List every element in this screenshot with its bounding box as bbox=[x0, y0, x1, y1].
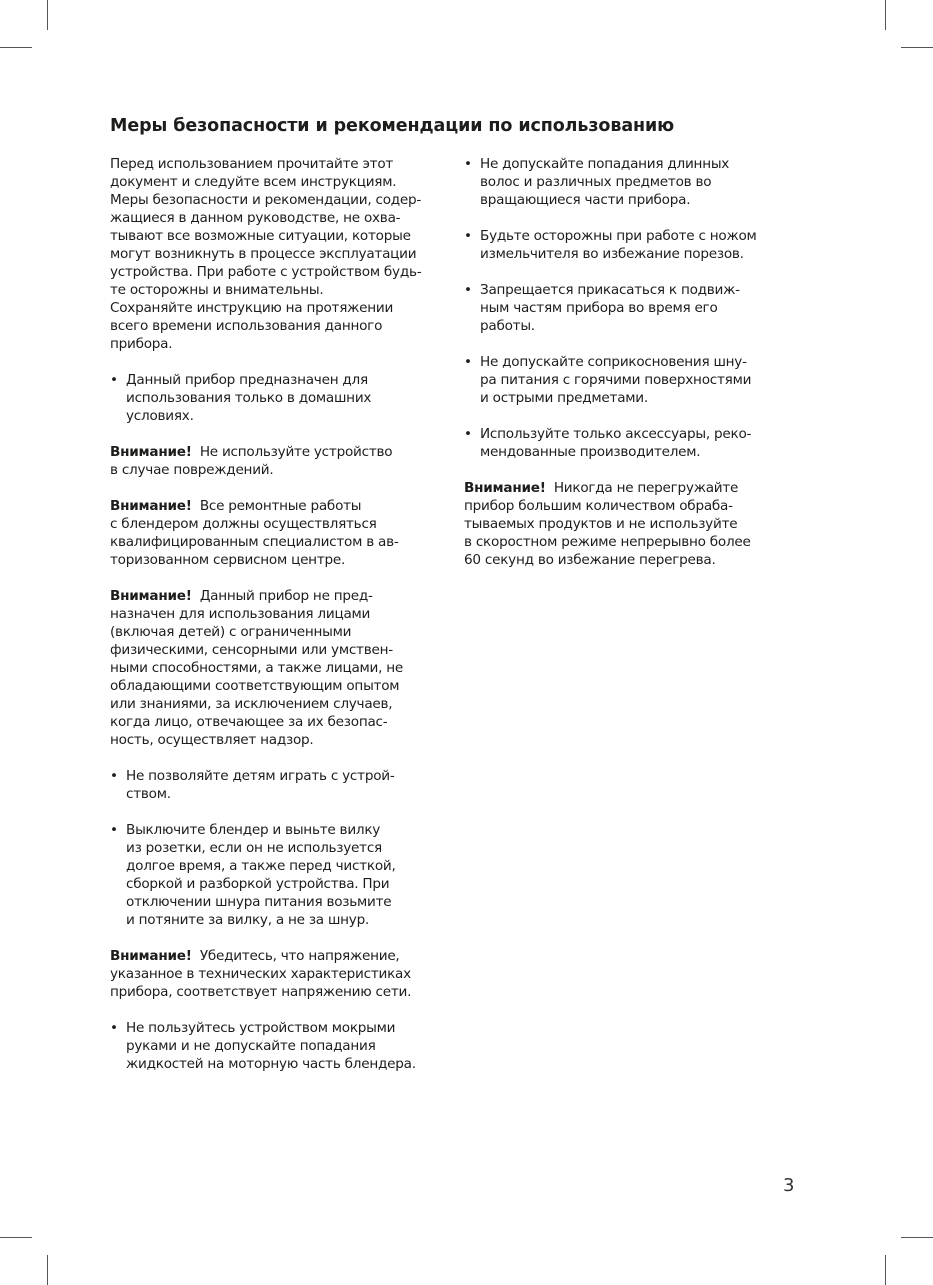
warning-label: Внимание! bbox=[110, 948, 192, 964]
text-line: Не допускайте попадания длинных bbox=[480, 156, 730, 172]
text-line: руками и не допускайте попадания bbox=[126, 1038, 376, 1054]
bullet-icon: • bbox=[110, 1020, 118, 1036]
text-line: Не пользуйтесь устройством мокрыми bbox=[126, 1020, 396, 1036]
text-line: сборкой и разборкой устройства. При bbox=[126, 876, 390, 892]
text-line: Меры безопасности и рекомендации, содер- bbox=[110, 192, 422, 208]
warning-damaged-device bbox=[110, 443, 450, 479]
bullet-icon: • bbox=[110, 822, 118, 838]
text-line: и потяните за вилку, а не за шнур. bbox=[126, 912, 370, 928]
text-line: ными способностями, а также лицами, не bbox=[110, 660, 404, 676]
text-line: или знаниями, за исключением случаев, bbox=[110, 696, 393, 712]
text-line: Не позволяйте детям играть с устрой- bbox=[126, 768, 395, 784]
text-line bbox=[110, 587, 450, 605]
bullet-item-accessories bbox=[464, 425, 804, 461]
crop-mark-left-top bbox=[0, 47, 32, 48]
page-title: Меры безопасности и рекомендации по использованию bbox=[110, 116, 675, 136]
bullet-item-wet-hands bbox=[110, 1019, 450, 1073]
warning-voltage bbox=[110, 947, 450, 1001]
text-line: те осторожны и внимательны. bbox=[110, 282, 324, 298]
bullet-icon: • bbox=[464, 156, 472, 172]
text-line: назначен для использования лицами bbox=[110, 606, 371, 622]
bullet-icon: • bbox=[110, 372, 118, 388]
text-line: из розетки, если он не используется bbox=[126, 840, 382, 856]
text-line: тывают все возможные ситуации, которые bbox=[110, 228, 411, 244]
text-line: прибора, соответствует напряжению сети. bbox=[110, 984, 412, 1000]
text-line: и острыми предметами. bbox=[480, 390, 648, 406]
text-line: физическими, сенсорными или умствен- bbox=[110, 642, 393, 658]
warning-label: Внимание! bbox=[110, 498, 192, 514]
text-line: всего времени использования данного bbox=[110, 318, 383, 334]
text-line: могут возникнуть в процессе эксплуатации bbox=[110, 246, 417, 262]
text-line: устройства. При работе с устройством будь- bbox=[110, 264, 422, 280]
text-line: ра питания с горячими поверхностями bbox=[480, 372, 752, 388]
text-line: ством. bbox=[126, 786, 171, 802]
text-line: в случае повреждений. bbox=[110, 462, 274, 478]
crop-mark-right-top bbox=[901, 47, 933, 48]
warning-text: Убедитесь, что напряжение, bbox=[199, 948, 400, 964]
warning-label: Внимание! bbox=[110, 444, 192, 460]
crop-mark-right-bottom bbox=[901, 1237, 933, 1238]
warning-text: Данный прибор не пред- bbox=[199, 588, 373, 604]
warning-overload bbox=[464, 479, 804, 569]
crop-mark-bottom-left bbox=[47, 1255, 48, 1285]
bullet-item-home-use bbox=[110, 371, 450, 425]
left-column bbox=[110, 155, 450, 1091]
text-line: (включая детей) с ограниченными bbox=[110, 624, 352, 640]
page-number: 3 bbox=[783, 1175, 795, 1196]
bullet-item-hair bbox=[464, 155, 804, 209]
text-line: жащиеся в данном руководстве, не охва- bbox=[110, 210, 401, 226]
right-column bbox=[464, 155, 804, 587]
warning-label: Внимание! bbox=[464, 480, 546, 496]
text-line: Используйте только аксессуары, реко- bbox=[480, 426, 752, 442]
text-line: Будьте осторожны при работе с ножом bbox=[480, 228, 757, 244]
text-line: в скоростном режиме непрерывно более bbox=[464, 534, 751, 550]
text-line: Выключите блендер и выньте вилку bbox=[126, 822, 381, 838]
bullet-icon: • bbox=[464, 354, 472, 370]
text-line: Данный прибор предназначен для bbox=[126, 372, 368, 388]
text-line: работы. bbox=[480, 318, 535, 334]
text-line: Запрещается прикасаться к подвиж- bbox=[480, 282, 740, 298]
text-line: когда лицо, отвечающее за их безопас- bbox=[110, 714, 388, 730]
warning-restricted-persons bbox=[110, 587, 450, 749]
text-line: долгое время, а также перед чисткой, bbox=[126, 858, 396, 874]
warning-text: Никогда не перегружайте bbox=[553, 480, 739, 496]
text-line: мендованные производителем. bbox=[480, 444, 701, 460]
bullet-icon: • bbox=[464, 228, 472, 244]
bullet-item-cord bbox=[464, 353, 804, 407]
warning-repairs bbox=[110, 497, 450, 569]
text-line: вращающиеся части прибора. bbox=[480, 192, 691, 208]
text-line: Перед использованием прочитайте этот bbox=[110, 156, 394, 172]
text-line: условиях. bbox=[126, 408, 194, 424]
bullet-icon: • bbox=[464, 282, 472, 298]
bullet-item-moving-parts bbox=[464, 281, 804, 335]
text-line: ным частям прибора во время его bbox=[480, 300, 718, 316]
text-line: торизованном сервисном центре. bbox=[110, 552, 346, 568]
text-line bbox=[110, 443, 450, 461]
bullet-icon: • bbox=[464, 426, 472, 442]
text-line: обладающими соответствующим опытом bbox=[110, 678, 400, 694]
text-line: жидкостей на моторную часть блендера. bbox=[126, 1056, 416, 1072]
crop-mark-left-bottom bbox=[0, 1237, 32, 1238]
text-line: 60 секунд во избежание перегрева. bbox=[464, 552, 716, 568]
crop-mark-top-left bbox=[47, 0, 48, 30]
text-line: Сохраняйте инструкцию на протяжении bbox=[110, 300, 394, 316]
crop-mark-top-right bbox=[885, 0, 886, 30]
text-line: ность, осуществляет надзор. bbox=[110, 732, 314, 748]
bullet-item-unplug bbox=[110, 821, 450, 929]
text-line: волос и различных предметов во bbox=[480, 174, 712, 190]
text-line: прибора. bbox=[110, 336, 173, 352]
text-line: прибор большим количеством обраба- bbox=[464, 498, 733, 514]
text-line bbox=[110, 947, 450, 965]
warning-text: Не используйте устройство bbox=[199, 444, 393, 460]
bullet-item-knife bbox=[464, 227, 804, 263]
intro-paragraph bbox=[110, 155, 450, 353]
warning-text: Все ремонтные работы bbox=[199, 498, 362, 514]
text-line: с блендером должны осуществляться bbox=[110, 516, 377, 532]
text-line: документ и следуйте всем инструкциям. bbox=[110, 174, 397, 190]
text-line: использования только в домашних bbox=[126, 390, 372, 406]
text-line bbox=[110, 497, 450, 515]
text-line: указанное в технических характеристиках bbox=[110, 966, 411, 982]
crop-mark-bottom-right bbox=[885, 1255, 886, 1285]
text-line bbox=[464, 479, 804, 497]
bullet-icon: • bbox=[110, 768, 118, 784]
text-line: тываемых продуктов и не используйте bbox=[464, 516, 738, 532]
text-line: отключении шнура питания возьмите bbox=[126, 894, 392, 910]
warning-label: Внимание! bbox=[110, 588, 192, 604]
text-line: Не допускайте соприкосновения шну- bbox=[480, 354, 747, 370]
text-line: измельчителя во избежание порезов. bbox=[480, 246, 744, 262]
text-line: квалифицированным специалистом в ав- bbox=[110, 534, 399, 550]
bullet-item-children bbox=[110, 767, 450, 803]
